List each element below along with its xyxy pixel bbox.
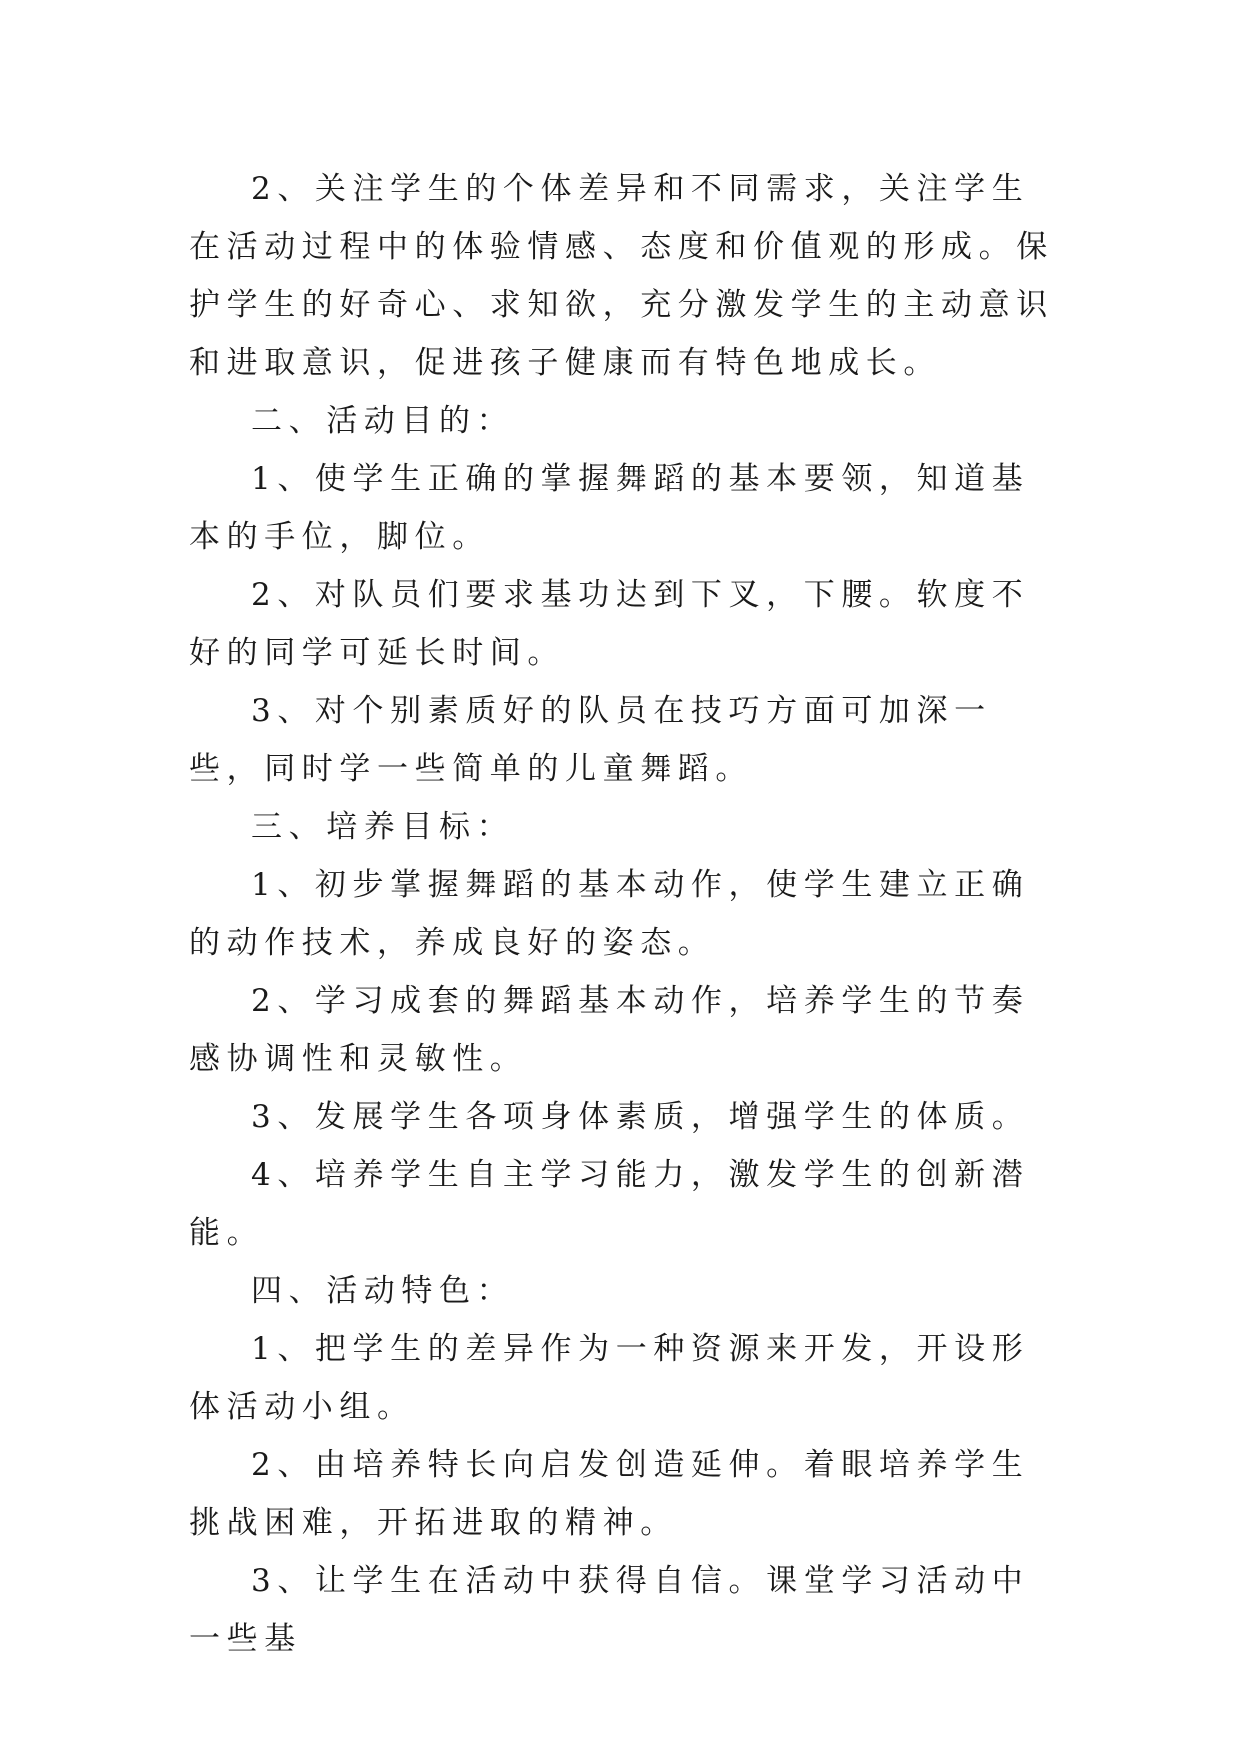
document-body <box>189 160 1055 1668</box>
paragraph-training-goal-1: 1、初步掌握舞蹈的基本动作，使学生建立正确的动作技术，养成良好的姿态。 <box>189 867 1030 961</box>
paragraph-purpose-3: 3、对个别素质好的队员在技巧方面可加深一些，同时学一些简单的儿童舞蹈。 <box>189 693 992 787</box>
paragraph-goal-2-care-individual-differences: 2、关注学生的个体差异和不同需求，关注学生在活动过程中的体验情感、态度和价值观的形成。保护学生的好奇心、求知欲，充分激发学生的主动意识和进取意识，促进孩子健康而有特色地成长。 <box>189 171 1054 381</box>
paragraph-feature-1: 1、把学生的差异作为一种资源来开发，开设形体活动小组。 <box>189 1331 1030 1425</box>
heading-section-2-activity-purpose: 二、活动目的： <box>251 403 515 439</box>
paragraph-purpose-1: 1、使学生正确的掌握舞蹈的基本要领，知道基本的手位，脚位。 <box>189 461 1030 555</box>
paragraph-purpose-2: 2、对队员们要求基功达到下叉，下腰。软度不好的同学可延长时间。 <box>189 577 1030 671</box>
heading-section-4-activity-features: 四、活动特色： <box>251 1273 515 1309</box>
paragraph-feature-3: 3、让学生在活动中获得自信。课堂学习活动中一些基 <box>189 1563 1030 1657</box>
paragraph-training-goal-3: 3、发展学生各项身体素质，增强学生的体质。 <box>251 1099 1030 1135</box>
paragraph-training-goal-4: 4、培养学生自主学习能力，激发学生的创新潜能。 <box>189 1157 1030 1251</box>
heading-section-3-training-goals: 三、培养目标： <box>251 809 515 845</box>
paragraph-feature-2: 2、由培养特长向启发创造延伸。着眼培养学生挑战困难，开拓进取的精神。 <box>189 1447 1030 1541</box>
paragraph-training-goal-2: 2、学习成套的舞蹈基本动作，培养学生的节奏感协调性和灵敏性。 <box>189 983 1030 1077</box>
